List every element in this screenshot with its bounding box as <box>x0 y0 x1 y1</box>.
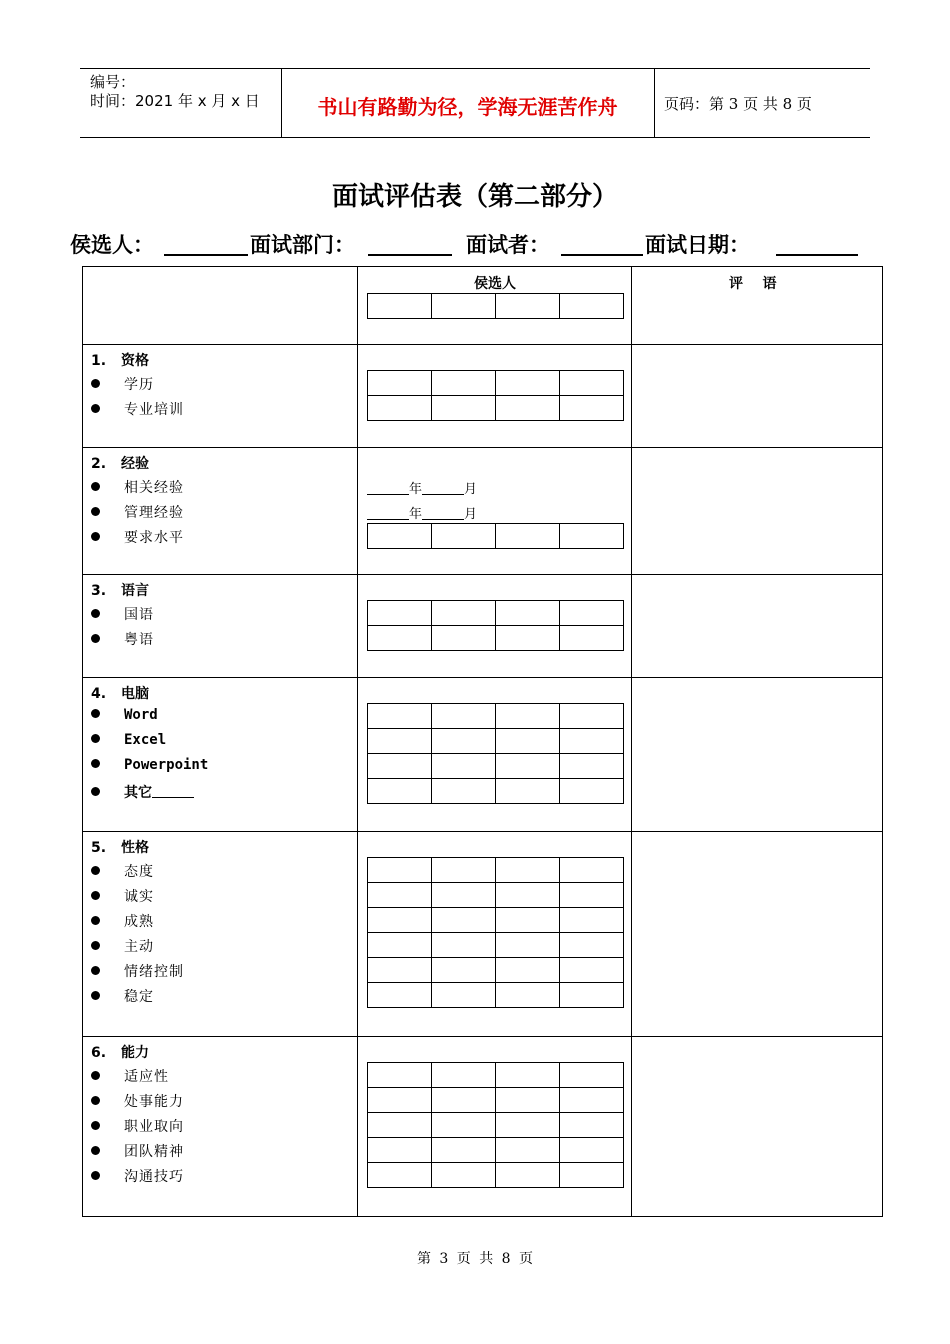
list-item <box>91 986 154 1006</box>
rating-cell[interactable] <box>368 1138 432 1163</box>
list-item <box>91 604 154 624</box>
rating-cell[interactable] <box>432 704 496 729</box>
header-time: 时间：2021 年 x 月 x 日 <box>90 92 260 110</box>
bullet-icon <box>91 404 100 413</box>
list-item <box>91 374 154 394</box>
rating-cell[interactable] <box>496 1113 560 1138</box>
bullet-icon <box>91 379 100 388</box>
rating-cell[interactable] <box>368 779 432 804</box>
rating-cell[interactable] <box>496 883 560 908</box>
rating-cell[interactable] <box>432 729 496 754</box>
section-number: 1. <box>91 353 107 369</box>
list-item <box>91 732 166 748</box>
item-label: 国语 <box>124 607 154 623</box>
rating-cell[interactable] <box>560 1113 624 1138</box>
section-title-experience <box>91 453 149 473</box>
list-item <box>91 782 194 802</box>
rating-cell[interactable] <box>560 754 624 779</box>
grid-row <box>368 1163 624 1188</box>
section-label: 能力 <box>121 1045 149 1061</box>
rating-cell[interactable] <box>432 958 496 983</box>
rating-cell[interactable] <box>560 779 624 804</box>
rating-cell[interactable] <box>432 933 496 958</box>
grid-row <box>368 704 624 729</box>
item-label: 稳定 <box>124 989 154 1005</box>
item-label: 要求水平 <box>124 530 184 546</box>
rating-cell[interactable] <box>368 983 432 1008</box>
rating-cell[interactable] <box>496 396 560 421</box>
rating-cell[interactable] <box>368 601 432 626</box>
section-title-language <box>91 580 149 600</box>
column-divider <box>631 267 632 1216</box>
item-label: 成熟 <box>124 914 154 930</box>
candidate-label: 侯选人： <box>70 233 154 257</box>
rating-cell[interactable] <box>368 958 432 983</box>
rating-cell[interactable] <box>368 626 432 651</box>
row-divider <box>83 447 882 448</box>
item-label: 适应性 <box>124 1069 169 1085</box>
rating-cell[interactable] <box>368 294 432 319</box>
section-label: 经验 <box>121 456 149 472</box>
interviewer-blank[interactable] <box>561 254 643 256</box>
rating-cell[interactable] <box>560 908 624 933</box>
list-item <box>91 1116 184 1136</box>
list-item <box>91 477 184 497</box>
grid-row <box>368 729 624 754</box>
section-number: 3. <box>91 583 107 599</box>
section-title-personality <box>91 837 149 857</box>
list-item <box>91 1091 184 1111</box>
section-title-qualification <box>91 350 149 370</box>
year-blank[interactable] <box>367 481 409 495</box>
bullet-icon <box>91 916 100 925</box>
department-blank[interactable] <box>368 254 452 256</box>
rating-cell[interactable] <box>368 729 432 754</box>
rating-grid-computer <box>367 703 624 804</box>
rating-cell[interactable] <box>560 933 624 958</box>
year-label: 年 <box>409 482 423 497</box>
rating-cell[interactable] <box>432 626 496 651</box>
item-label: 团队精神 <box>124 1144 184 1160</box>
section-label: 性格 <box>121 840 149 856</box>
list-item <box>91 502 184 522</box>
item-label: 粤语 <box>124 632 154 648</box>
rating-cell[interactable] <box>432 858 496 883</box>
rating-cell[interactable] <box>560 883 624 908</box>
rating-grid-experience <box>367 523 624 549</box>
rating-cell[interactable] <box>432 1088 496 1113</box>
header-divider <box>654 69 655 137</box>
list-item <box>91 861 154 881</box>
rating-cell[interactable] <box>496 858 560 883</box>
grid-row <box>368 601 624 626</box>
bullet-icon <box>91 966 100 975</box>
list-item <box>91 961 184 981</box>
year-label: 年 <box>409 507 423 522</box>
list-item <box>91 527 184 547</box>
list-item <box>91 399 184 419</box>
section-title-computer <box>91 683 149 703</box>
grid-row <box>368 908 624 933</box>
bullet-icon <box>91 991 100 1000</box>
grid-row <box>368 779 624 804</box>
header-number: 编号： <box>90 73 136 91</box>
grid-row <box>368 1138 624 1163</box>
interviewer-label: 面试者： <box>466 233 550 257</box>
item-label: 情绪控制 <box>124 964 184 980</box>
section-title-ability <box>91 1042 149 1062</box>
rating-cell[interactable] <box>368 1163 432 1188</box>
list-item <box>91 629 154 649</box>
rating-cell[interactable] <box>560 1063 624 1088</box>
header-meta <box>90 73 260 111</box>
bullet-icon <box>91 1071 100 1080</box>
list-item <box>91 1166 184 1186</box>
header-page-number: 页码：第 3 页 共 8 页 <box>664 95 812 113</box>
rating-cell[interactable] <box>560 294 624 319</box>
related-experience-duration <box>367 478 477 497</box>
rating-cell[interactable] <box>432 779 496 804</box>
rating-cell[interactable] <box>496 933 560 958</box>
rating-cell[interactable] <box>496 779 560 804</box>
rating-cell[interactable] <box>560 1163 624 1188</box>
rating-grid-ability <box>367 1062 624 1188</box>
grid-row <box>368 883 624 908</box>
grid-row <box>368 1088 624 1113</box>
month-label: 月 <box>464 482 478 497</box>
item-label: 相关经验 <box>124 480 184 496</box>
rating-cell[interactable] <box>368 1113 432 1138</box>
grid-row <box>368 371 624 396</box>
item-label: 专业培训 <box>124 402 184 418</box>
candidate-blank[interactable] <box>164 254 248 256</box>
grid-row <box>368 1113 624 1138</box>
item-label: 学历 <box>124 377 154 393</box>
list-item <box>91 757 208 773</box>
management-experience-duration <box>367 503 477 522</box>
bullet-icon <box>91 482 100 491</box>
rating-grid-qualification <box>367 370 624 421</box>
rating-cell[interactable] <box>496 704 560 729</box>
bullet-icon <box>91 634 100 643</box>
rating-cell[interactable] <box>432 524 496 549</box>
rating-cell[interactable] <box>368 908 432 933</box>
rating-cell[interactable] <box>496 729 560 754</box>
item-label: 职业取向 <box>124 1119 184 1135</box>
bullet-icon <box>91 1121 100 1130</box>
row-divider <box>83 1036 882 1037</box>
bullet-icon <box>91 709 100 718</box>
rating-cell[interactable] <box>560 601 624 626</box>
rating-cell[interactable] <box>432 294 496 319</box>
grid-row <box>368 294 624 319</box>
row-divider <box>83 677 882 678</box>
row-divider <box>83 344 882 345</box>
list-item <box>91 911 154 931</box>
form-title: 面试评估表（第二部分） <box>331 182 618 212</box>
other-blank[interactable] <box>152 784 194 798</box>
rating-cell[interactable] <box>560 626 624 651</box>
bullet-icon <box>91 787 100 796</box>
section-label: 电脑 <box>121 686 149 702</box>
item-label: 沟通技巧 <box>124 1169 184 1185</box>
list-item <box>91 886 154 906</box>
rating-cell[interactable] <box>368 371 432 396</box>
item-label: Powerpoint <box>124 757 209 773</box>
rating-cell[interactable] <box>368 524 432 549</box>
rating-cell[interactable] <box>560 983 624 1008</box>
rating-cell[interactable] <box>560 729 624 754</box>
bullet-icon <box>91 759 100 768</box>
rating-cell[interactable] <box>560 1138 624 1163</box>
grid-row <box>368 754 624 779</box>
rating-cell[interactable] <box>496 1163 560 1188</box>
rating-cell[interactable] <box>368 396 432 421</box>
list-item <box>91 1066 169 1086</box>
month-label: 月 <box>464 507 478 522</box>
column-divider <box>357 267 358 1216</box>
grid-row <box>368 933 624 958</box>
rating-cell[interactable] <box>368 1063 432 1088</box>
bullet-icon <box>91 866 100 875</box>
bullet-icon <box>91 941 100 950</box>
bullet-icon <box>91 507 100 516</box>
rating-cell[interactable] <box>432 396 496 421</box>
grid-row <box>368 396 624 421</box>
bullet-icon <box>91 734 100 743</box>
item-label: Excel <box>124 732 167 748</box>
item-label: 处事能力 <box>124 1094 184 1110</box>
bullet-icon <box>91 532 100 541</box>
rating-cell[interactable] <box>368 704 432 729</box>
rating-cell[interactable] <box>496 371 560 396</box>
rating-cell[interactable] <box>432 1163 496 1188</box>
rating-cell[interactable] <box>496 1138 560 1163</box>
rating-cell[interactable] <box>496 983 560 1008</box>
candidate-column-header: 侯选人 <box>474 276 516 292</box>
rating-cell[interactable] <box>368 754 432 779</box>
department-label: 面试部门： <box>250 233 355 257</box>
bullet-icon <box>91 1171 100 1180</box>
section-number: 5. <box>91 840 107 856</box>
bullet-icon <box>91 1146 100 1155</box>
grid-row <box>368 858 624 883</box>
rating-cell[interactable] <box>496 958 560 983</box>
list-item <box>91 707 158 723</box>
candidate-header-grid <box>367 293 624 319</box>
header-motto: 书山有路勤为径，学海无涯苦作舟 <box>317 95 618 119</box>
bullet-icon <box>91 609 100 618</box>
grid-row <box>368 958 624 983</box>
rating-cell[interactable] <box>496 524 560 549</box>
section-label: 语言 <box>121 583 149 599</box>
rating-cell[interactable] <box>432 1113 496 1138</box>
grid-row <box>368 983 624 1008</box>
comment-column-header: 评 语 <box>729 276 777 292</box>
rating-cell[interactable] <box>368 1088 432 1113</box>
item-label: 态度 <box>124 864 154 880</box>
rating-cell[interactable] <box>432 1063 496 1088</box>
section-number: 4. <box>91 686 107 702</box>
rating-cell[interactable] <box>560 704 624 729</box>
rating-grid-language <box>367 600 624 651</box>
rating-cell[interactable] <box>496 601 560 626</box>
item-label: 诚实 <box>124 889 154 905</box>
rating-cell[interactable] <box>560 1088 624 1113</box>
rating-cell[interactable] <box>496 294 560 319</box>
bullet-icon <box>91 891 100 900</box>
date-label: 面试日期： <box>645 233 750 257</box>
section-label: 资格 <box>121 353 149 369</box>
evaluation-table <box>82 266 883 1217</box>
rating-cell[interactable] <box>496 1088 560 1113</box>
rating-cell[interactable] <box>368 883 432 908</box>
list-item <box>91 1141 184 1161</box>
rating-cell[interactable] <box>432 601 496 626</box>
list-item <box>91 936 154 956</box>
rating-grid-personality <box>367 857 624 1008</box>
rating-cell[interactable] <box>496 754 560 779</box>
grid-row <box>368 626 624 651</box>
rating-cell[interactable] <box>432 908 496 933</box>
rating-cell[interactable] <box>560 524 624 549</box>
rating-cell[interactable] <box>496 908 560 933</box>
month-blank[interactable] <box>422 481 464 495</box>
rating-cell[interactable] <box>368 933 432 958</box>
rating-cell[interactable] <box>560 371 624 396</box>
grid-row <box>368 1063 624 1088</box>
section-number: 6. <box>91 1045 107 1061</box>
item-label: 管理经验 <box>124 505 184 521</box>
item-label: 主动 <box>124 939 154 955</box>
item-label: 其它 <box>124 785 152 801</box>
rating-cell[interactable] <box>432 371 496 396</box>
rating-cell[interactable] <box>432 1138 496 1163</box>
rating-cell[interactable] <box>496 1063 560 1088</box>
rating-cell[interactable] <box>560 396 624 421</box>
year-blank[interactable] <box>367 506 409 520</box>
rating-cell[interactable] <box>496 626 560 651</box>
row-divider <box>83 831 882 832</box>
section-number: 2. <box>91 456 107 472</box>
row-divider <box>83 574 882 575</box>
page-footer: 第 3 页 共 8 页 <box>416 1251 534 1267</box>
month-blank[interactable] <box>422 506 464 520</box>
rating-cell[interactable] <box>368 858 432 883</box>
rating-cell[interactable] <box>560 958 624 983</box>
bullet-icon <box>91 1096 100 1105</box>
date-blank[interactable] <box>776 254 858 256</box>
item-label: Word <box>124 707 158 723</box>
rating-cell[interactable] <box>560 858 624 883</box>
rating-cell[interactable] <box>432 754 496 779</box>
rating-cell[interactable] <box>432 883 496 908</box>
grid-row <box>368 524 624 549</box>
rating-cell[interactable] <box>432 983 496 1008</box>
page-header <box>80 68 870 138</box>
